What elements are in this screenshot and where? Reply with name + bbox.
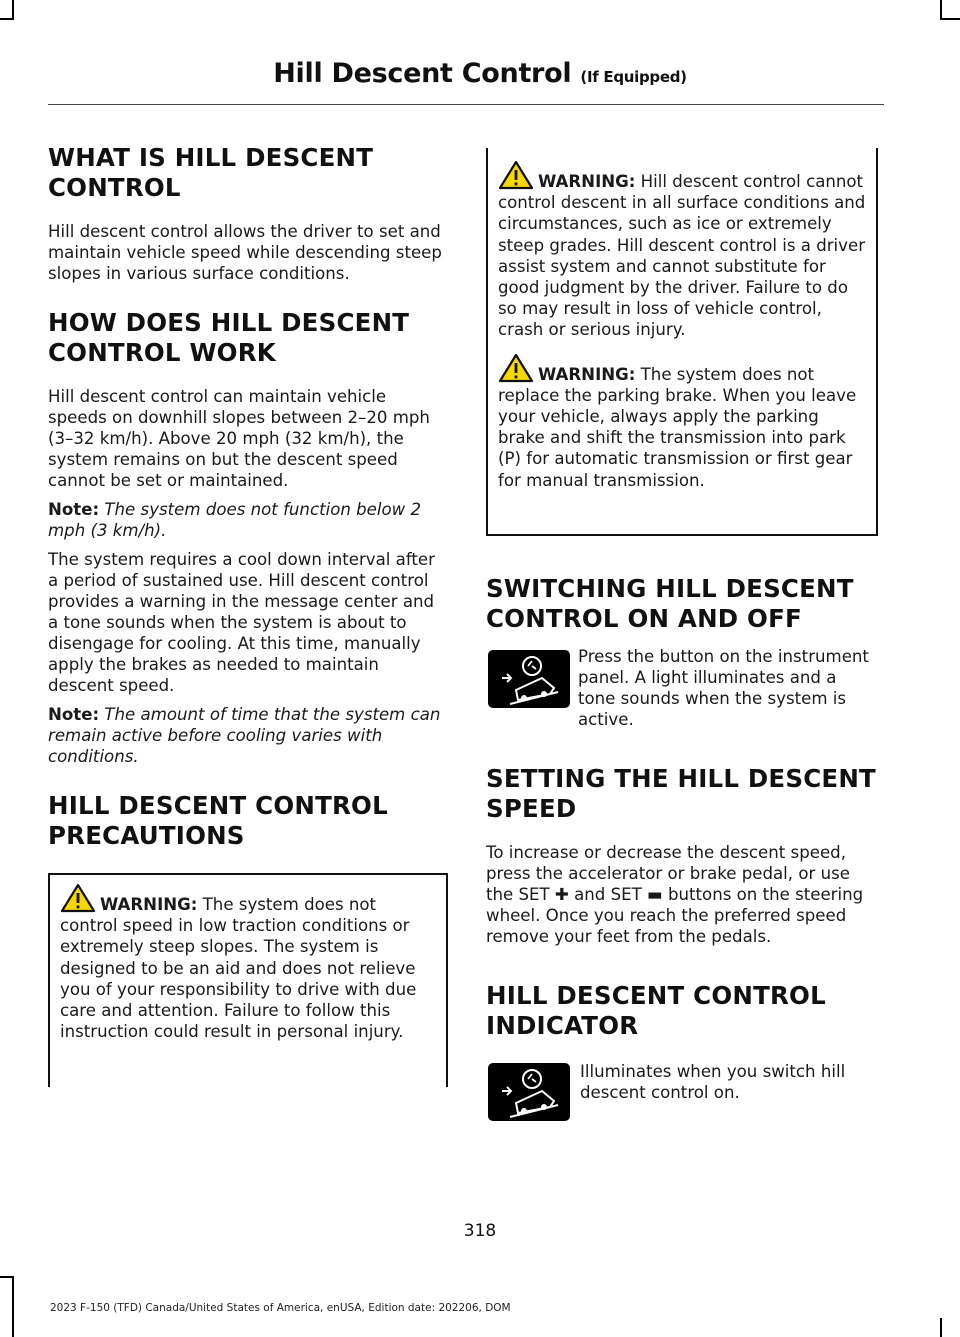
crop-mark [12,1276,14,1337]
body-paragraph: Press the button on the instrument panel. A light illuminates and a tone sounds when the system is active. [578,647,869,729]
crop-mark [940,1318,942,1337]
header-subtitle: (If Equipped) [580,68,687,86]
crop-mark [12,0,14,18]
section-heading: SETTING THE HILL DESCENT SPEED [486,764,876,823]
section-heading: SWITCHING HILL DESCENT CONTROL ON AND OFF [486,574,854,633]
crop-mark [940,0,942,18]
header-rule [48,104,884,105]
hill-descent-indicator-icon [488,1063,570,1121]
section-heading: HILL DESCENT CONTROL INDICATOR [486,981,826,1040]
body-paragraph: The system requires a cool down interval after a period of sustained use. Hill descent control provides a warning in the message center and a tone sounds when the system is about to disengage for cooling. At this time, manually apply the brakes as needed to maintain descent speed. [48,550,435,695]
warning-text: Hill descent control cannot control descent in all surface conditions and circumstances, such as ice or extremely steep grades. Hill descent control is a driver assist system and cannot substitute for good judgment by the driver. Failure to do so may result in loss of vehicle control, crash or serious injury. [498,172,866,340]
warning-triangle-icon [498,353,534,383]
warning-label: WARNING: [100,895,198,914]
warning-label: WARNING: [538,364,636,384]
warning-triangle-icon [60,883,96,913]
warning-text: The system does not control speed in low traction conditions or extremely steep slopes. The system is designed to be an aid and does not relieve you of your responsibility to drive with due care and attention. Failure to follow this instruction could result in personal injury. [60,895,417,1042]
warning-triangle-icon [498,160,534,190]
warning-label: WARNING: [538,172,636,191]
page-header [0,58,960,89]
warning-box [486,148,878,536]
indicator-row [486,1061,878,1121]
footer-text: 2023 F-150 (TFD) Canada/United States of America, enUSA, Edition date: 202206, DOM [50,1302,511,1314]
page-number: 318 [463,1221,497,1241]
crop-mark [940,18,960,20]
note-paragraph: Note: The amount of time that the system can remain active before cooling varies with conditions. [48,705,441,766]
section-heading: WHAT IS HILL DESCENT CONTROL [48,143,374,202]
warning-box [48,873,448,1087]
crop-mark [0,18,14,20]
note-paragraph: Note: The system does not function below 2 mph (3 km/h). [48,500,422,540]
warning-text: The system does not replace the parking brake. When you leave your vehicle, always apply the parking brake and shift the transmission into park (P) for automatic transmission or first gear for manual transmission. [498,364,857,490]
header-title: Hill Descent Control [273,58,572,89]
body-paragraph: To increase or decrease the descent speed, press the accelerator or brake pedal, or use the SET ✚ and SET ▬ buttons on the steering wheel. Once you reach the preferred speed remove your feet from the pedals. [486,843,864,946]
body-paragraph: Hill descent control allows the driver to set and maintain vehicle speed while descending steep slopes in various surface conditions. [48,222,442,283]
body-paragraph: Hill descent control can maintain vehicle speeds on downhill slopes between 2–20 mph (3–32 km/h). Above 20 mph (32 km/h), the system remains on but the descent speed cannot be set or maintained. [48,387,430,490]
section-heading: HOW DOES HILL DESCENT CONTROL WORK [48,308,410,367]
crop-mark [0,1276,14,1278]
left-column [48,143,448,1087]
switch-instruction [486,646,878,730]
body-paragraph: Illuminates when you switch hill descent control on. [580,1062,846,1102]
section-heading: HILL DESCENT CONTROL PRECAUTIONS [48,791,388,850]
hill-descent-button-icon [488,650,570,708]
right-column [486,148,878,1121]
